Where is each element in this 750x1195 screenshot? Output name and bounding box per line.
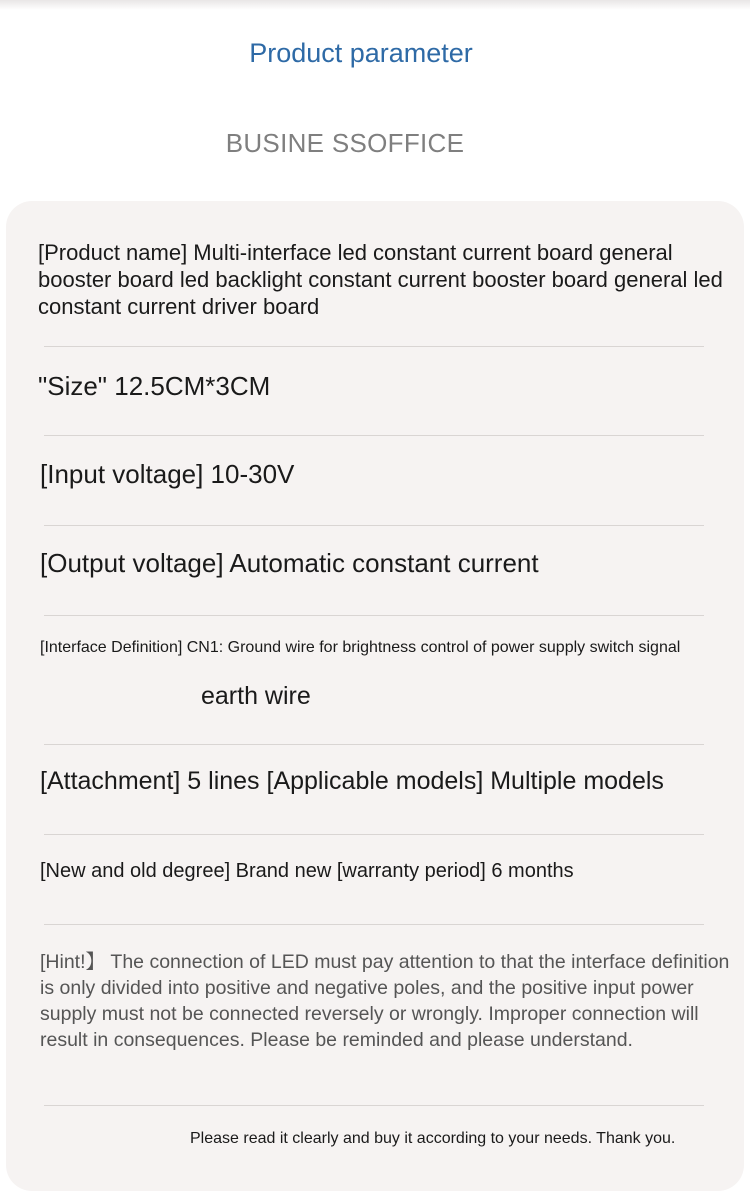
page-title: Product parameter	[249, 38, 473, 68]
top-edge-shadow	[0, 0, 750, 10]
divider	[44, 924, 704, 925]
size-text: "Size" 12.5CM*3CM	[38, 371, 271, 401]
divider	[44, 834, 704, 835]
page-subtitle: BUSINE SSOFFICE	[225, 128, 465, 158]
footer-note: Please read it clearly and buy it according to your needs. Thank you.	[190, 1130, 676, 1147]
attachment-text: [Attachment] 5 lines [Applicable models] Multiple models	[40, 767, 664, 795]
divider	[44, 1105, 704, 1106]
divider	[44, 744, 704, 745]
new-old-degree-text: [New and old degree] Brand new [warranty period] 6 months	[40, 860, 574, 882]
input-voltage-text: [Input voltage] 10-30V	[40, 459, 295, 489]
divider	[44, 525, 704, 526]
interface-definition-text: [Interface Definition] CN1: Ground wire for brightness control of power supply switch signal	[40, 639, 681, 656]
divider	[44, 435, 704, 436]
hint-text: [Hint!】 The connection of LED must pay attention to that the interface definition is only divided into positive and negative poles, and the positive input power supply must not be connected reversely or wrongly. Improper connection will result in consequences. Please be reminded and please understand.	[40, 951, 730, 1051]
divider	[44, 346, 704, 347]
output-voltage-text: [Output voltage] Automatic constant current	[40, 548, 539, 578]
divider	[44, 615, 704, 616]
earth-wire-text: earth wire	[201, 682, 311, 710]
product-name-text: [Product name] Multi-interface led constant current board general booster board led backlight constant current booster board general led constant current driver board	[38, 240, 723, 319]
parameter-card	[6, 201, 744, 1191]
